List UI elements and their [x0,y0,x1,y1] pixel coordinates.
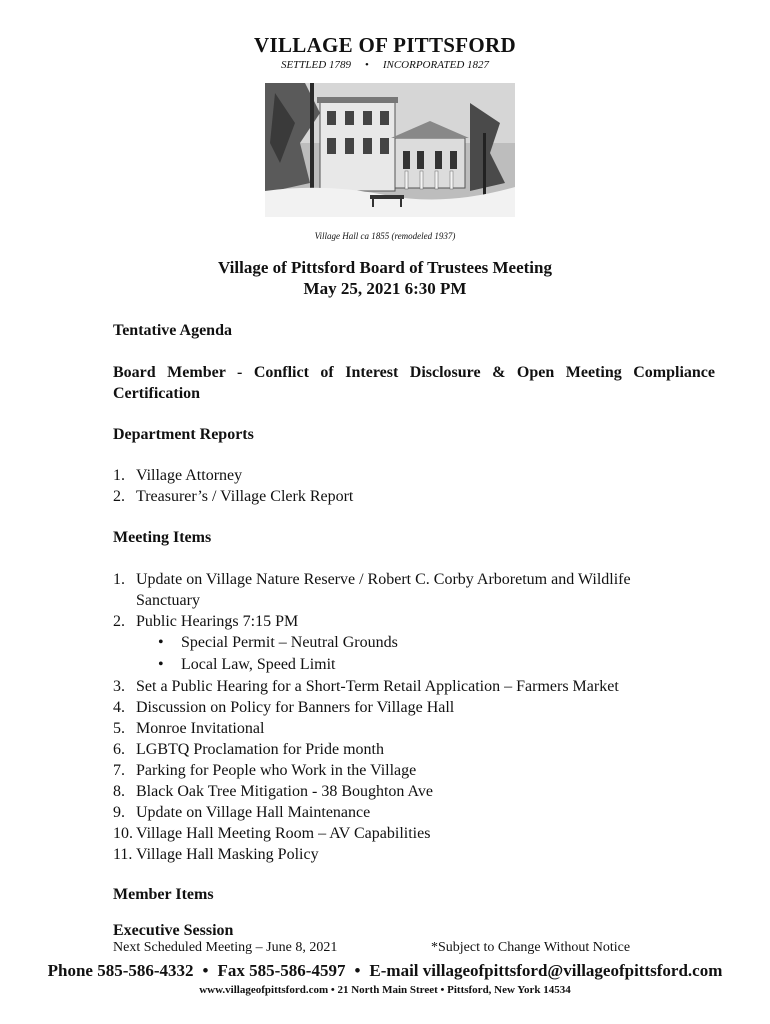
fax-number: Fax 585-586-4597 [217,961,346,980]
meeting-datetime: May 25, 2021 6:30 PM [303,279,467,298]
meeting-title: Village of Pittsford Board of Trustees Meeting [218,258,552,277]
footer-notice-row [113,940,673,956]
phone-number: Phone 585-586-4332 [47,961,194,980]
department-reports-heading: Department Reports [113,426,254,443]
contact-separator: • [202,961,209,980]
executive-session-heading: Executive Session [113,922,234,939]
department-reports-list [113,465,723,507]
list-item: 6. LGBTQ Proclamation for Pride month [113,741,384,758]
contact-separator: • [354,961,361,980]
list-item: 1. Update on Village Nature Reserve / Robert C. Corby Arboretum and Wildlife Sanctuary [113,571,631,609]
conflict-disclosure-heading: Board Member - Conflict of Interest Disclosure & Open Meeting Compliance Certification [113,364,715,402]
subtitle-separator: • [364,59,369,71]
village-hall-photo [265,83,515,217]
meeting-items-list [113,569,723,865]
member-items-heading: Member Items [113,886,214,903]
list-item: • Special Permit – Neutral Grounds [158,634,398,651]
email-address[interactable]: E-mail villageofpittsford@villageofpittsford.com [369,961,723,980]
photo-caption: Village Hall ca 1855 (remodeled 1937) [314,231,456,241]
meeting-items-heading: Meeting Items [113,529,212,546]
village-hall-illustration [265,83,515,217]
list-item: 2. Public Hearings 7:15 PM • Special Permit – Neutral Grounds • Local Law, Speed Limit [113,611,723,676]
list-item: 2. Treasurer’s / Village Clerk Report [113,488,354,505]
incorporated-text: INCORPORATED 1827 [382,59,490,71]
list-item: 9. Update on Village Hall Maintenance [113,804,371,821]
letterhead-subtitle [0,59,770,71]
address-line: www.villageofpittsford.com • 21 North Main Street • Pittsford, New York 14534 [199,984,571,996]
list-item: • Local Law, Speed Limit [158,656,336,673]
list-item: 8. Black Oak Tree Mitigation - 38 Boughton Ave [113,783,434,800]
list-item: 11. Village Hall Masking Policy [113,846,319,863]
letterhead-title: VILLAGE OF PITTSFORD [254,33,516,57]
list-item: 3. Set a Public Hearing for a Short-Term Retail Application – Farmers Market [113,678,619,695]
contact-line [0,961,770,981]
tentative-agenda-heading: Tentative Agenda [113,322,232,339]
subject-to-change-text: *Subject to Change Without Notice [431,940,631,955]
list-item: 7. Parking for People who Work in the Village [113,762,417,779]
list-item: 5. Monroe Invitational [113,720,265,737]
list-item: 4. Discussion on Policy for Banners for Village Hall [113,699,455,716]
list-item: 1. Village Attorney [113,467,243,484]
settled-text: SETTLED 1789 [280,59,351,71]
public-hearings-sublist [136,632,723,676]
next-meeting-text: Next Scheduled Meeting – June 8, 2021 [113,940,338,955]
meeting-title-block [0,257,770,299]
list-item: 10. Village Hall Meeting Room – AV Capabilities [113,825,431,842]
